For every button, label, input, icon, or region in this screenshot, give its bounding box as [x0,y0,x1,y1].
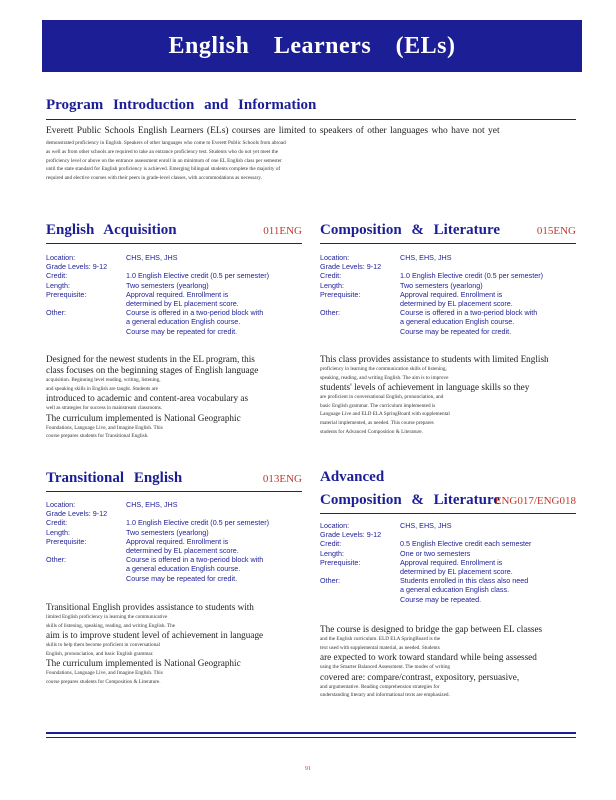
description-line: introduced to academic and content-area vocabulary as [46,393,249,404]
prereq-value: Approval required. Enrollment is [400,289,503,299]
other-value: Course is offered in a two-period block with [126,555,264,565]
description-line: basic English grammar. The curriculum implemented is [320,402,436,409]
length-label: Length: [46,527,70,537]
description-line: and speaking skills in English are taught. Students are [46,385,158,392]
description-line: The curriculum implemented is National Geographic [46,412,241,423]
course-title-composition-literature: Composition & Literature [320,222,501,238]
description-line: using the Smarter Balanced Assessment. The modes of writing [320,664,451,671]
course-title-transitional-english: Transitional English [46,470,183,486]
course-details-acq [46,253,316,336]
description-line: understanding literary and informational texts are emphasized. [320,692,450,699]
description-line: are proficient in conversational English, pronunciation, and [320,394,444,401]
prereq-value: Approval required. Enrollment is [126,536,229,546]
location-value: CHS, EHS, JHS [126,500,178,509]
prereq-label: Prerequisite: [320,557,361,567]
prereq-label: Prerequisite: [46,289,87,299]
course-code: 013ENG [262,473,302,485]
description-line: The curriculum implemented is National Geographic [46,658,241,669]
course-description-adv [320,624,590,700]
grade-levels: Grade Levels: 9-12 [46,262,108,272]
other-label: Other: [46,555,66,565]
prereq-value: Approval required. Enrollment is [126,289,229,299]
description-line: aim is to improve student level of achievement in language [46,630,264,641]
footer-divider [46,732,576,734]
course-details-comp [320,253,590,336]
course-description-trans [46,602,316,687]
other-value: a general education English class. [400,585,510,595]
length-label: Length: [320,548,344,558]
prereq-value: Approval required. Enrollment is [400,557,503,567]
location-label: Location: [320,253,350,262]
other-value: Course is offered in a two-period block with [126,308,264,318]
course-code: 011ENG [263,225,302,237]
length-label: Length: [320,280,344,290]
other-value: Course may be repeated for credit. [400,326,512,336]
location-value: CHS, EHS, JHS [126,253,178,262]
course-code: ENG017/ENG018 [494,495,576,507]
course-divider [320,513,576,514]
page-number: 91 [305,766,311,772]
description-line: English, pronunciation, and basic English grammar. [46,650,154,657]
course-details-trans [46,500,316,583]
description-line: covered are: compare/contrast, expository, persuasive, [320,671,520,682]
intro-divider [46,119,576,120]
course-title-advanced-line2: Composition & Literature [320,492,501,508]
description-line: and argumentative. Reading comprehension strategies for [320,683,440,690]
credit-label: Credit: [320,539,342,549]
intro-line: until the state standard for English proficiency is achieved. Emerging bilingual students complete the majority of [46,166,281,173]
description-line: speaking, reading, and writing English. The aim is to improve [320,374,449,381]
description-line: skills to help them become proficient in conversational [46,642,160,649]
length-value: One or two semesters [400,548,471,558]
location-label: Location: [46,500,76,509]
other-value: a general education English course. [126,564,241,574]
description-line: limited English proficiency in learning the communicative [46,614,168,620]
location-value: CHS, EHS, JHS [400,253,452,262]
other-value: a general education English course. [400,317,515,327]
other-value: Course may be repeated for credit. [126,573,238,583]
other-value: Students enrolled in this class also need [400,576,529,586]
other-value: a general education English course. [126,317,241,327]
length-value: Two semesters (yearlong) [126,527,209,537]
description-line: acquisition. Beginning level reading, writing, listening, [46,377,161,383]
description-line: proficiency in learning the communication skills of listening, [320,366,447,372]
prereq-value: determined by EL placement score. [400,299,513,309]
footer-divider-thin [46,737,576,738]
prereq-value: determined by EL placement score. [400,567,513,577]
other-label: Other: [320,308,340,318]
description-line: Designed for the newest students in the EL program, this [46,354,255,364]
credit-label: Credit: [46,518,68,528]
grade-levels: Grade Levels: 9-12 [46,509,108,519]
description-line: are expected to work toward standard while being assessed [320,652,537,663]
credit-value: 0.5 English Elective credit each semester [400,539,532,549]
intro-line: proficiency level or above on the entrance assessment enroll in an minimum of one EL English class per semester [46,157,282,164]
intro-line: required and elective courses with their peers in grade-level classes, with accommodations as necessary. [46,175,262,182]
description-line: class focuses on the beginning stages of English language [46,365,259,375]
description-line: and the English curriculum. ELD ELA SpringBoard is the [320,636,441,642]
description-line: Foundations, Language Live, and Imagine English. This [46,424,163,431]
intro-body [46,139,286,183]
description-line: students' levels of achievement in language skills so they [320,382,530,393]
description-line: well as strategies for success in mainstream classrooms. [46,405,163,412]
location-label: Location: [320,521,350,530]
page-title: English Learners (ELs) [168,32,456,59]
description-line: text used with supplemental material, as needed. Students [320,644,440,651]
description-line: course prepares students for Transitional English. [46,433,149,440]
intro-line: demonstrated proficiency in English. Speakers of other languages who come to Everett Public Schools from abroad [46,140,286,146]
intro-lead-text: Everett Public Schools English Learners (ELs) courses are limited to speakers of other languages who have not yet [46,126,500,136]
credit-label: Credit: [46,271,68,281]
other-value: Course may be repeated. [400,594,482,604]
description-line: Language Live and ELD ELA SpringBoard with supplemental [320,411,450,418]
length-value: Two semesters (yearlong) [126,280,209,290]
length-label: Length: [46,280,70,290]
course-divider [46,491,302,492]
description-line: Foundations, Language Live, and Imagine English. This [46,670,163,677]
description-line: The course is designed to bridge the gap between EL classes [320,624,543,634]
header-banner [42,20,582,72]
location-label: Location: [46,253,76,262]
prereq-value: determined by EL placement score. [126,299,239,309]
other-label: Other: [320,576,340,586]
course-divider [320,243,576,244]
course-title-english-acquisition: English Acquisition [46,222,177,238]
course-title-advanced-line1: Advanced [320,469,385,485]
course-code: 015ENG [536,225,576,237]
credit-value: 1.0 English Elective credit (0.5 per semester) [126,518,270,528]
description-line: skills of listening, speaking, reading, and writing English. The [46,622,175,629]
description-line: students for Advanced Composition & Literature. [320,428,423,435]
course-details-adv [320,521,590,604]
grade-levels: Grade Levels: 9-12 [320,262,382,272]
grade-levels: Grade Levels: 9-12 [320,530,382,540]
prereq-label: Prerequisite: [320,289,361,299]
description-line: This class provides assistance to students with limited English [320,354,549,364]
prereq-value: determined by EL placement score. [126,546,239,556]
prereq-label: Prerequisite: [46,536,87,546]
credit-value: 1.0 English Elective credit (0.5 per semester) [126,271,270,281]
intro-line: as well as from other schools are required to take an entrance proficiency test. Students who do not yet meet the [46,148,279,155]
location-value: CHS, EHS, JHS [400,521,452,530]
credit-value: 1.0 English Elective credit (0.5 per semester) [400,271,544,281]
other-label: Other: [46,308,66,318]
other-value: Course is offered in a two-period block with [400,308,538,318]
description-line: course prepares students for Composition & Literature. [46,678,161,685]
course-description-comp [320,354,590,436]
description-line: material implemented, as needed. This course prepares [320,419,434,426]
length-value: Two semesters (yearlong) [400,280,483,290]
course-divider [46,243,302,244]
description-line: Transitional English provides assistance to students with [46,602,254,612]
credit-label: Credit: [320,271,342,281]
course-description-acq [46,354,316,441]
other-value: Course may be repeated for credit. [126,326,238,336]
intro-heading: Program Introduction and Information [46,97,317,113]
